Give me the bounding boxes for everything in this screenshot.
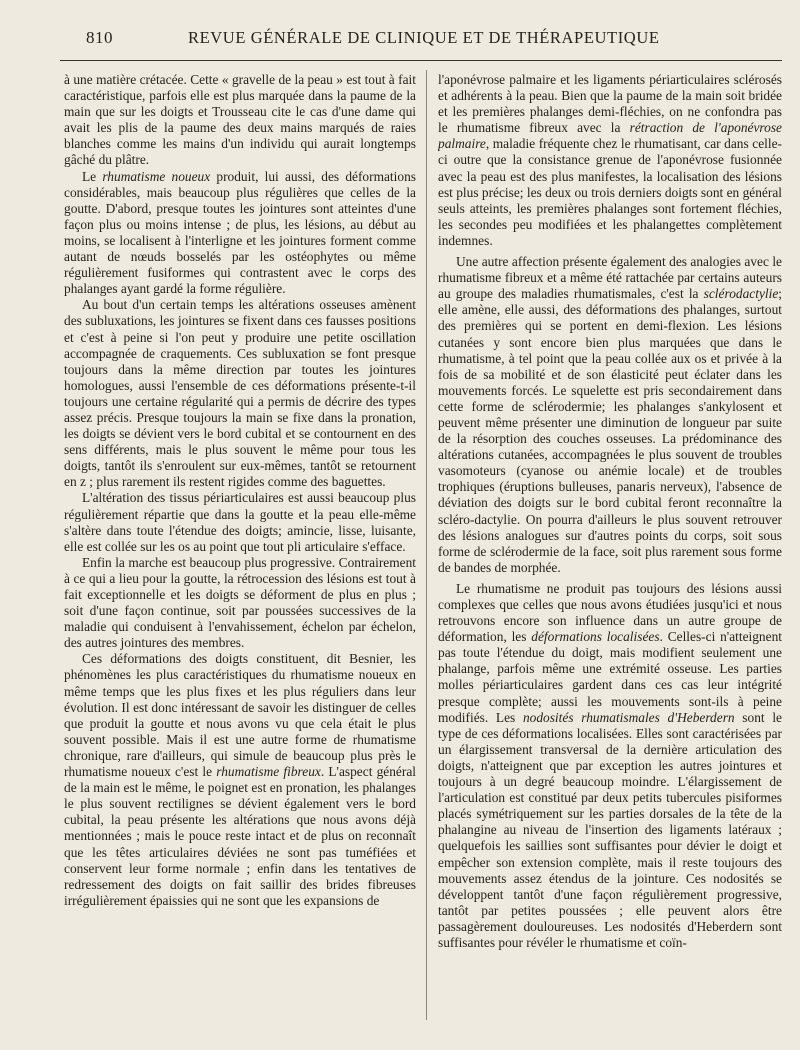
- page-header: [78, 26, 778, 50]
- italic-term: rhumatisme noueux: [102, 168, 211, 184]
- text-run: Une autre affection présente également des analogies avec le rhumatisme fibreux et a même été rattachée par certains auteurs au groupe des maladies rhumatismales, c'est la: [438, 254, 782, 302]
- text-run: , maladie fréquente chez le rhumatisant, car dans celle-ci outre que la consistance grenue de l'aponévrose fusionnée avec la peau est des plus manifestes, la localisation des lésions est plus précise; les deux ou trois derniers doigts sont en général seuls atteints, les premières phalanges sont fortement fléchies, les secondes peu modifiées et les phalangettes complètement indemnes.: [438, 136, 782, 248]
- paragraph: Enfin la marche est beaucoup plus progressive. Contrairement à ce qui a lieu pour la goutte, la rétrocession des lésions est tout à fait exceptionnelle et les doigts se déforment de plus en plus ; soit d'une façon continue, soit par poussées successives de la maladie qui conduisent à l'envahissement, échelon par échelon, des autres jointures des membres.: [64, 554, 416, 651]
- italic-term: rhumatisme fibreux: [216, 764, 321, 780]
- text-run: Le rhumatisme ne produit pas toujours des lésions aussi complexes que celles que nous avons étudiées jusqu'ici et nous retrouvons encore son influence dans un autre groupe de déformation, les: [438, 580, 782, 645]
- italic-term: sclérodactylie: [703, 286, 779, 302]
- text-run: sont le type de ces déformations localisées. Elles sont caractérisées par un élargissement transversal de la dernière articulation des doigts, n'atteignent que par exception les autres jointures et toujours à un degré beaucoup moindre. L'élargissement de l'articulation est constitué par deux petits tubercules pisiformes placés symétriquement sur les parties dorsales de la tête de la phalangine au niveau de l'insertion des ligaments latéraux ; quelquefois les saillies sont suffisantes pour dévier le doigt et empêcher son extension complète, mais il reste toujours des mouvements assez étendus de la jointure. Ces nodosités se développent tantôt d'une façon régulièrement progressive, tantôt par petites poussées ; elle peuvent alors être passagèrement douloureuses. Les nodosités d'Heberdern sont suffisantes pour révéler le rhumatisme et coïn-: [438, 709, 782, 950]
- header-rule: [60, 60, 782, 61]
- paragraph: Au bout d'un certain temps les altérations osseuses amènent des subluxations, les jointures se fixent dans ces fausses positions et c'est à peine si l'on peut y produire une petite oscillation accompagnée de craquements. Ces subluxation se font presque toujours dans la même direction par toutes les jointures homologues, aussi l'ensemble de ces déformations présente-t-il toujours une certaine régularité qui a permis de décrire des types assez précis. Presque toujours la main se fixe dans la pronation, les doigts se dévient vers le bord cubital et se contournent en des sens différents, mais le plus souvent le même pour tous les doigts, tantôt ils s'enroulent sur eux-mêmes, tantôt se retournent en z ; plus rarement ils restent rigides comme des baguettes.: [64, 297, 416, 490]
- running-title: REVUE GÉNÉRALE DE CLINIQUE ET DE THÉRAPEUTIQUE: [188, 28, 660, 47]
- text-run: ; elle amène, elle aussi, des déformations des phalanges, surtout des premières qui se portent en demi-flexion. Les lésions cutanées y sont encore bien plus marquées que dans le rhumatisme, à tel point que la peau collée aux os et privée à la fois de sa mobilité et de son élasticité peut éclater dans les mouvements forcés. Le squelette est pris secondairement dans cette forme de sclérodermie; les phalanges s'ankylosent et peuvent même présenter une diminution de longueur par suite de la résorption des couches osseuses. La prédominance des altérations cutanées, accompagnées le plus souvent de troubles vasomoteurs (cyanose ou anémie locale) et de troubles trophiques (éruptions bulleuses, panaris nerveux), l'absence de déviation des doigts sur le bord cubital feront reconnaître la scléro-dactylie. On pourra d'ailleurs le plus souvent retrouver des lésions analogues sur d'autres points du corps, soit sous forme de sclérodermie de la face, soit plus rarement sous forme de bandes de morphée.: [438, 286, 782, 575]
- text-run: . L'aspect général de la main est le même, le poignet est en pronation, les phalanges le plus souvent rectilignes se dévient également vers le bord cubital, la peau présente les altérations que nous avons déjà mentionnées ; mais le pouce reste intact et de plus on reconnaît que les têtes articulaires déviées ne sont pas tuméfiées et conservent leur forme normale ; enfin dans les tentatives de redressement des doigts on fait saillir des brides fibreuses irrégulièrement épaissies qui ne sont que les expansions de: [64, 764, 416, 908]
- page-number: 810: [86, 28, 113, 47]
- paragraph: [438, 254, 782, 576]
- left-column: [64, 72, 416, 1042]
- text-run: Le: [82, 168, 103, 184]
- italic-term: déformations localisées: [531, 629, 660, 645]
- paragraph: [64, 169, 416, 298]
- column-separator: [426, 70, 427, 1020]
- paragraph: à une matière crétacée. Cette « gravelle de la peau » est tout à fait caractéristique, parfois elle est plus marquée dans la paume de la main que sur les doigts et Trousseau cite le cas d'une dame qui avait les plis de la paume des deux mains marqués de raies blanches comme les mains d'un individu qui aurait longtemps gâché du plâtre.: [64, 72, 416, 168]
- text-run: Ces déformations des doigts constituent, dit Besnier, les phénomènes les plus caractéristiques du rhumatisme noueux en même temps que les plus fixes et les plus réguliers dans leur évolution. Il est donc intéressant de savoir les distinguer de celles que produit la goutte et nous avons vu que cela était le plus souvent possible. Mais il est une autre forme de rhumatisme chronique, rare d'ailleurs, qui simule de beaucoup plus près le rhumatisme noueux c'est le: [64, 651, 416, 780]
- paragraph: L'altération des tissus périarticulaires est aussi beaucoup plus régulièrement répartie que dans la goutte et la peau elle-même s'altère dans toute l'étendue des doigts; amincie, lisse, luisante, elle est collée sur les os au point que tout pli articulaire s'efface.: [64, 490, 416, 554]
- italic-term: nodosités rhumatismales d'Heberdern: [522, 709, 735, 725]
- paragraph: [438, 581, 782, 951]
- paragraph: [438, 72, 782, 249]
- text-run: produit, lui aussi, des déformations considérables, mais beaucoup plus régulières que celles de la goutte. D'abord, presque toutes les jointures sont atteintes d'une façon plus ou moins intense ; de plus, les lésions, au début au moins, se localisent à l'interligne et les jointures forment comme autant de nœuds bosselés par les ostéophytes ou même régulièrement fusiformes qui contrastent avec le corps des phalanges ayant gardé la forme régulière.: [64, 168, 416, 297]
- paragraph: [64, 651, 416, 909]
- text-run: l'aponévrose palmaire et les ligaments périarticulaires sclérosés et adhérents à la peau. Bien que la paume de la main soit bridée et les premières phalanges demi-fléchies, on ne confondra pas le rhumatisme fibreux avec la: [438, 72, 782, 136]
- italic-term: rétraction de l'aponévrose palmaire: [438, 120, 782, 152]
- right-column: [438, 72, 782, 1042]
- text-run: . Celles-ci n'atteignent pas toute l'étendue du doigt, mais modifient seulement une phalange, parfois même une extrémité osseuse. Les parties molles périarticulaires gardent dans ces cas leur intégrité presque complète; aussi les mouvements sont-ils à peine modifiés. Les: [438, 629, 782, 725]
